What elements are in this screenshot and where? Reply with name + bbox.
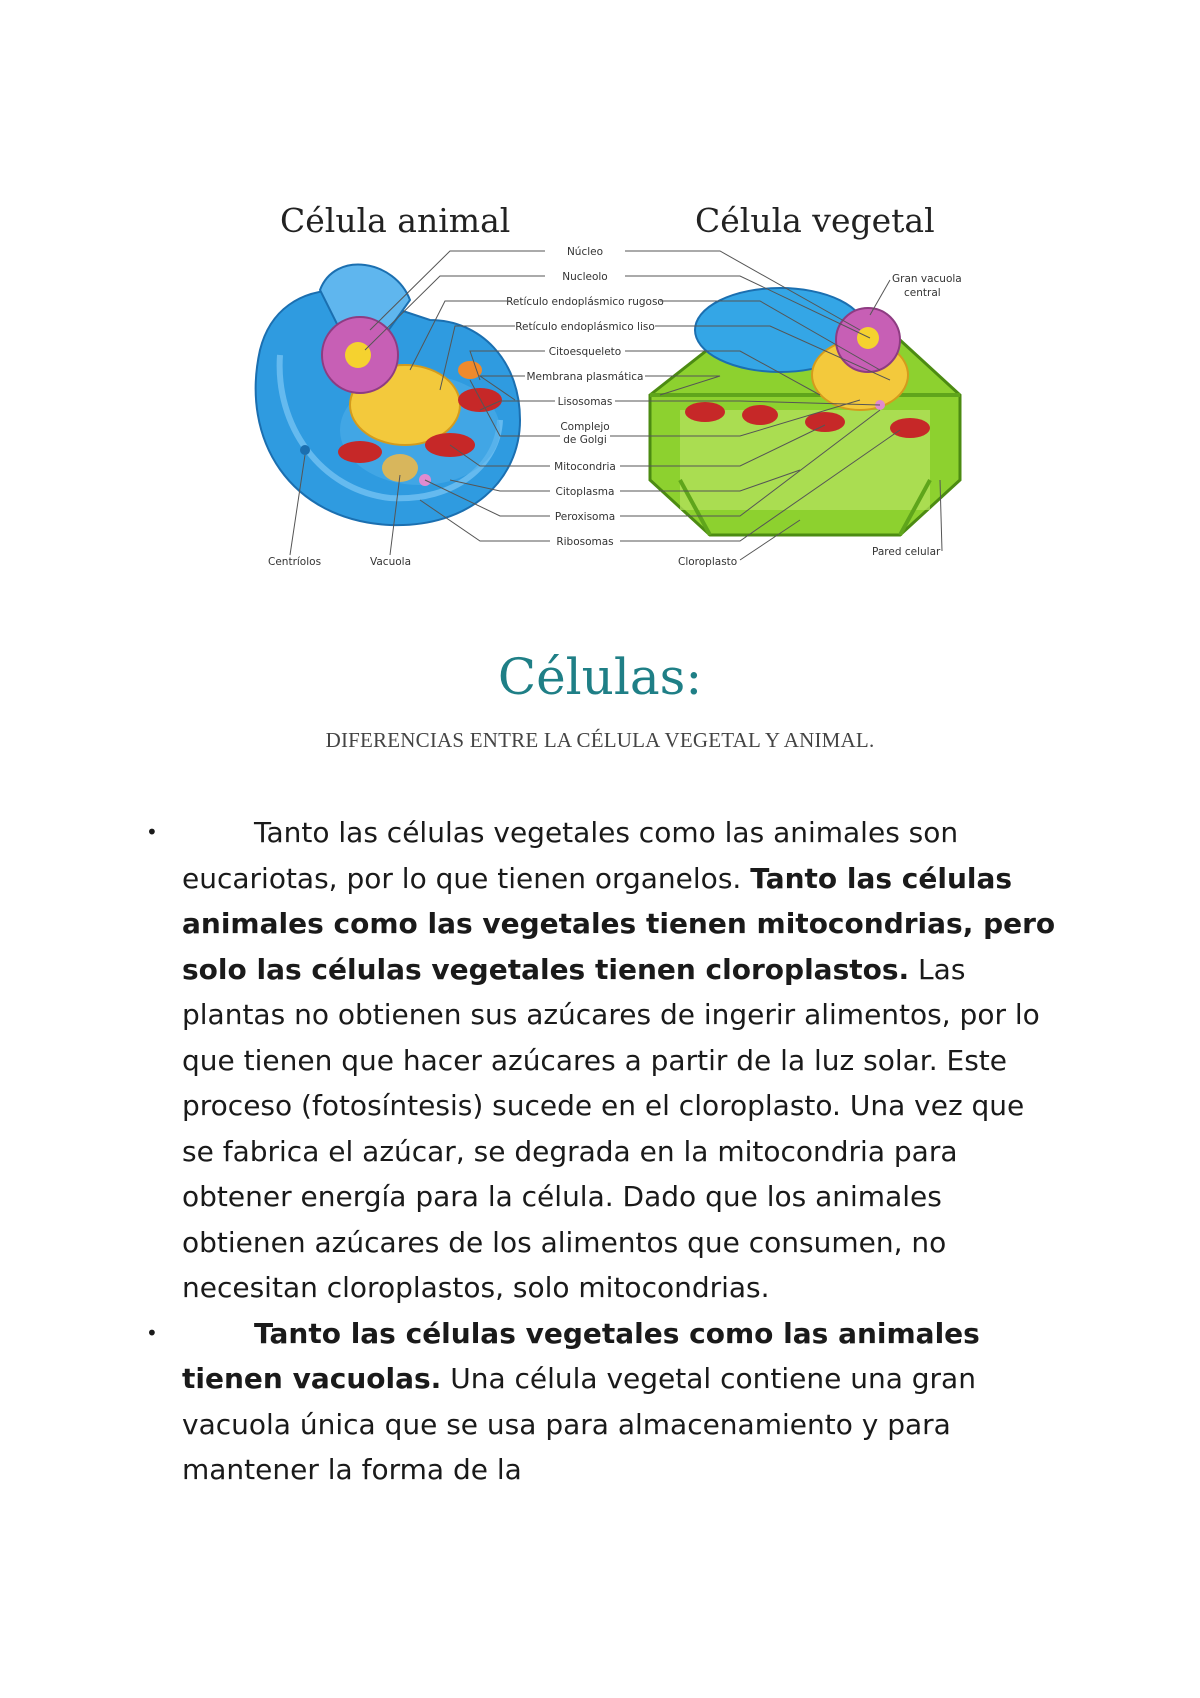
plant-cell-illustration <box>650 288 960 535</box>
bullet-icon: • <box>146 1320 158 1345</box>
animal-cell-title: Célula animal <box>280 201 511 240</box>
label-nucleo: Núcleo <box>566 246 604 258</box>
organelle-labels <box>506 246 664 548</box>
label-central: central <box>904 287 941 299</box>
label-nucleolo: Nucleolo <box>562 271 608 283</box>
label-membrana: Membrana plasmática <box>526 371 644 383</box>
bullet-1-text: Tanto las células vegetales como las animales son eucariotas, por lo que tienen organelos. <box>182 816 959 895</box>
list-item <box>138 1311 1058 1493</box>
label-citoesqueleto: Citoesqueleto <box>548 346 622 358</box>
list-item <box>138 810 1058 1311</box>
label-peroxisoma: Peroxisoma <box>554 511 616 523</box>
bullet-1-text-end: Las plantas no obtienen sus azúcares de ingerir alimentos, por lo que tienen que hacer azúcares a partir de la luz solar. Este proceso (fotosíntesis) sucede en el cloroplasto. Una vez que se fabrica el azúcar, se degrada en la mitocondria para obtener energía para la célula. Dado que los animales obtienen azúcares de los alimentos que consumen, no necesitan cloroplastos, solo mitocondrias. <box>182 952 1040 1304</box>
bullet-list <box>138 810 1058 1493</box>
animal-cell-illustration <box>256 265 520 526</box>
label-re-rugoso: Retículo endoplásmico rugoso <box>506 296 664 308</box>
plant-cell-title: Célula vegetal <box>695 201 935 240</box>
label-complejo: Complejo <box>560 421 610 433</box>
bullet-2-text: Una célula vegetal contiene una gran vacuola única que se usa para almacenamiento y para mantener la forma de la <box>182 1362 976 1486</box>
label-lisosomas: Lisosomas <box>557 396 613 408</box>
bullet-2-bold-text: Tanto las células vegetales como las animales tienen vacuolas. <box>182 1316 980 1395</box>
label-re-liso: Retículo endoplásmico liso <box>515 321 655 333</box>
cell-diagram <box>180 180 1020 600</box>
label-vacuola: Vacuola <box>370 556 412 568</box>
label-ribosomas: Ribosomas <box>556 536 614 548</box>
label-gran-vacuola: Gran vacuola <box>892 273 962 285</box>
bullet-1-bold-text: Tanto las células animales como las vegetales tienen mitocondrias, pero solo las células vegetales tienen cloroplastos. <box>182 861 1056 986</box>
page-subtitle: DIFERENCIAS ENTRE LA CÉLULA VEGETAL Y ANIMAL. <box>325 728 875 752</box>
bullet-icon: • <box>146 820 158 844</box>
label-centriolos: Centríolos <box>268 556 322 568</box>
label-mitocondria: Mitocondria <box>554 461 616 473</box>
label-pared-celular: Pared celular <box>872 546 941 558</box>
page-title: Células: <box>497 648 703 706</box>
label-cloroplasto: Cloroplasto <box>678 556 738 568</box>
cell-diagram-figure <box>180 180 1020 600</box>
label-citoplasma: Citoplasma <box>555 486 615 498</box>
label-de-golgi: de Golgi <box>563 434 607 446</box>
